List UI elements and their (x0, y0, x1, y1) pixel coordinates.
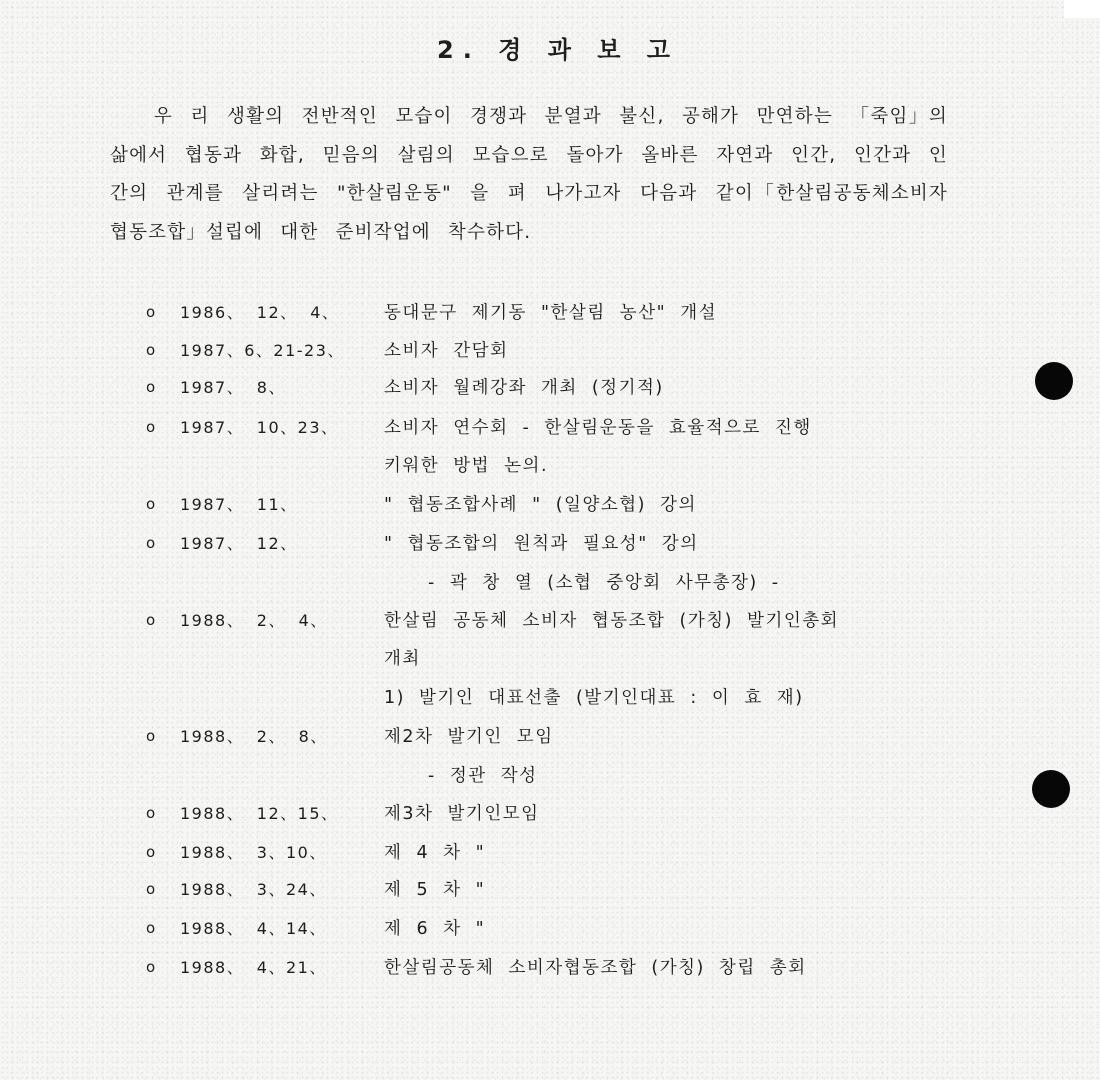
list-bullet: o (146, 804, 156, 822)
entry-description: 제 5 차 " (384, 880, 486, 900)
continuation-text: - 정관 작성 (428, 766, 538, 786)
entry-description: 한살림공동체 소비자협동조합 (가칭) 창립 총회 (384, 958, 807, 978)
entry-description: " 협동조합사례 " (일양소협) 강의 (384, 495, 697, 515)
list-bullet: o (146, 418, 156, 436)
entry-date: 1988、 4、14、 (180, 919, 327, 938)
entry-date: 1988、 4、21、 (180, 958, 327, 977)
entry-date: 1986、 12、 4、 (180, 303, 340, 322)
continuation-text: - 곽 창 열 (소협 중앙회 사무총장) - (428, 573, 780, 593)
list-bullet: o (146, 303, 156, 321)
entry-date: 1987、 10、23、 (180, 418, 339, 437)
binder-hole (1032, 770, 1070, 808)
list-bullet: o (146, 534, 156, 552)
entry-date: 1987、 11、 (180, 495, 298, 514)
entry-description: 소비자 간담회 (384, 341, 509, 361)
entry-description: 제2차 발기인 모임 (384, 727, 554, 747)
page-corner (1064, 0, 1100, 18)
entry-description: 제 6 차 " (384, 919, 486, 939)
entry-date: 1988、 3、24、 (180, 880, 327, 899)
entry-date: 1987、6、21-23、 (180, 341, 345, 360)
list-bullet: o (146, 611, 156, 629)
binder-hole (1035, 362, 1073, 400)
entry-description: 동대문구 제기동 "한살림 농산" 개설 (384, 303, 718, 323)
continuation-text: 개최 (384, 649, 421, 669)
page-title: 2. 경 과 보 고 (437, 36, 679, 64)
entry-description: 소비자 월례강좌 개최 (정기적) (384, 378, 664, 398)
entry-description: 제3차 발기인모임 (384, 804, 540, 824)
list-bullet: o (146, 919, 156, 937)
list-bullet: o (146, 843, 156, 861)
entry-description: " 협동조합의 원칙과 필요성" 강의 (384, 534, 699, 554)
list-bullet: o (146, 378, 156, 396)
entry-date: 1988、 12、15、 (180, 804, 339, 823)
list-bullet: o (146, 727, 156, 745)
entry-description: 소비자 연수회 - 한살림운동을 효율적으로 진행 (384, 418, 812, 438)
entry-date: 1988、 3、10、 (180, 843, 327, 862)
entry-date: 1988、 2、 8、 (180, 727, 328, 746)
list-bullet: o (146, 958, 156, 976)
entry-date: 1987、 12、 (180, 534, 298, 553)
entry-description: 한살림 공동체 소비자 협동조합 (가칭) 발기인총회 (384, 611, 840, 631)
continuation-text: 키워한 방법 논의. (384, 456, 549, 476)
list-bullet: o (146, 341, 156, 359)
entry-date: 1987、 8、 (180, 378, 286, 397)
entry-description: 제 4 차 " (384, 843, 486, 863)
list-bullet: o (146, 880, 156, 898)
entry-date: 1988、 2、 4、 (180, 611, 328, 630)
list-bullet: o (146, 495, 156, 513)
intro-text: 우 리 생활의 전반적인 모습이 경쟁과 분열과 불신, 공해가 만연하는 「죽임」의 삶에서 협동과 화합, 믿음의 살림의 모습으로 돌아가 올바른 자연과 인간, 인간과 인간의 관계를 살리려는 "한살림운동" 을 펴 나가고자 다음과 같이「한살림공동체소비자협동조합」설립에 대한 준비작업에 착수하다. (110, 106, 948, 243)
intro-paragraph (110, 98, 948, 252)
continuation-text: 1) 발기인 대표선출 (발기인대표 : 이 효 재) (384, 688, 804, 708)
